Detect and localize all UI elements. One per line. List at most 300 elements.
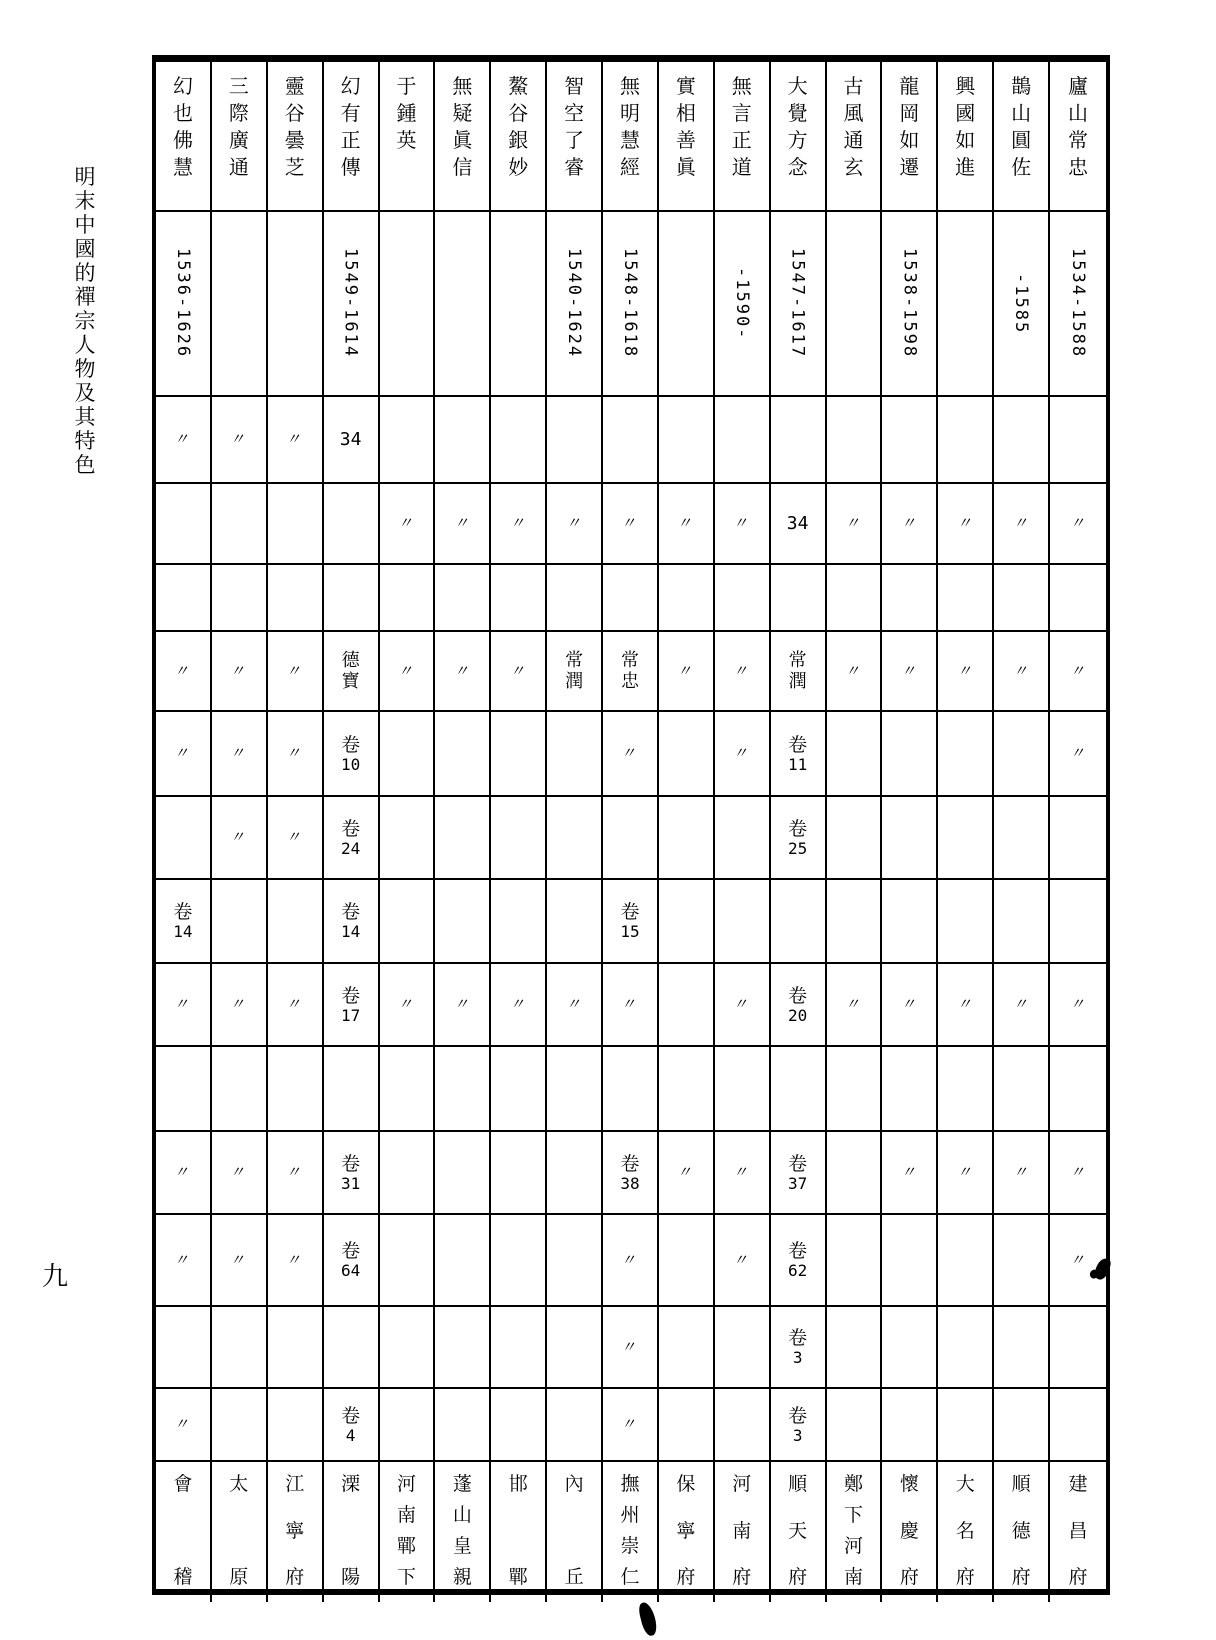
table-cell bbox=[156, 1047, 212, 1132]
header-char: 際 bbox=[228, 101, 249, 125]
kan-number: 64 bbox=[340, 1261, 361, 1280]
ditto-mark: 〃 bbox=[285, 744, 305, 762]
table-cell bbox=[212, 880, 268, 964]
header-char: 幻 bbox=[340, 74, 361, 98]
header-char: 常 bbox=[1068, 128, 1089, 152]
table-cell bbox=[435, 632, 491, 712]
table-cell bbox=[827, 880, 883, 964]
kan-number: 3 bbox=[792, 1348, 803, 1367]
table-cell bbox=[715, 712, 771, 797]
header-cell bbox=[827, 62, 883, 212]
page-number: 九 bbox=[42, 1262, 69, 1292]
table-cell bbox=[491, 1215, 547, 1307]
table-cell bbox=[491, 1389, 547, 1462]
date-range: 1548-1618 bbox=[619, 248, 640, 359]
date-cell bbox=[1050, 212, 1106, 397]
table-cell bbox=[715, 397, 771, 484]
ditto-mark: 〃 bbox=[397, 514, 416, 532]
header-char: 無 bbox=[619, 74, 640, 98]
table-cell bbox=[156, 964, 212, 1047]
kan-number: 31 bbox=[340, 1173, 361, 1193]
table-cell bbox=[491, 1047, 547, 1132]
kan-number: 20 bbox=[788, 1005, 808, 1025]
table-cell bbox=[380, 1132, 436, 1215]
table-cell bbox=[156, 880, 212, 964]
table-cell bbox=[882, 712, 938, 797]
table-cell bbox=[827, 797, 883, 880]
table-cell bbox=[547, 484, 603, 565]
table-cell bbox=[771, 964, 827, 1047]
header-char: 通 bbox=[843, 128, 864, 152]
table-cell bbox=[547, 1307, 603, 1389]
table-cell bbox=[938, 712, 994, 797]
header-cell bbox=[435, 62, 491, 212]
date-cell bbox=[156, 212, 212, 397]
place-cell bbox=[1050, 1462, 1106, 1602]
header-char: 龍 bbox=[899, 74, 920, 98]
ditto-mark: 〃 bbox=[285, 430, 305, 448]
name-char: 潤 bbox=[788, 670, 807, 692]
header-cell bbox=[1050, 62, 1106, 212]
table-cell bbox=[380, 484, 436, 565]
table-cell bbox=[491, 565, 547, 632]
table-cell bbox=[324, 880, 380, 964]
kan-number: 4 bbox=[345, 1425, 356, 1445]
table-cell bbox=[715, 1215, 771, 1307]
table-cell bbox=[882, 964, 938, 1047]
table-cell bbox=[380, 712, 436, 797]
header-char: 谷 bbox=[284, 101, 305, 125]
ditto-mark: 〃 bbox=[508, 995, 528, 1013]
table-cell bbox=[156, 1215, 212, 1307]
ditto-mark: 〃 bbox=[620, 744, 640, 762]
place-cell bbox=[212, 1462, 268, 1602]
table-cell bbox=[882, 397, 938, 484]
biography-table bbox=[152, 55, 1110, 1595]
table-cell bbox=[1050, 1307, 1106, 1389]
table-cell bbox=[547, 1132, 603, 1215]
header-char: 慧 bbox=[172, 155, 193, 179]
table-cell bbox=[715, 1307, 771, 1389]
table-cell bbox=[882, 632, 938, 712]
header-char: 也 bbox=[172, 101, 193, 125]
table-cell bbox=[994, 632, 1050, 712]
date-cell bbox=[547, 212, 603, 397]
header-char: 佐 bbox=[1011, 155, 1032, 179]
table-cell bbox=[268, 397, 324, 484]
place-char: 鄲 bbox=[508, 1566, 528, 1588]
header-char: 傳 bbox=[340, 155, 361, 179]
header-char: 靈 bbox=[284, 74, 305, 98]
table-cell bbox=[603, 1047, 659, 1132]
kan-number: 14 bbox=[173, 922, 193, 941]
table-cell bbox=[659, 964, 715, 1047]
place-cell bbox=[380, 1462, 436, 1602]
place-char: 河 bbox=[732, 1473, 752, 1495]
table-cell bbox=[491, 397, 547, 484]
table-cell bbox=[1050, 880, 1106, 964]
table-cell bbox=[212, 712, 268, 797]
table-cell bbox=[659, 1215, 715, 1307]
place-char: 仁 bbox=[620, 1566, 640, 1588]
table-cell bbox=[938, 1215, 994, 1307]
table-cell bbox=[268, 1215, 324, 1307]
date-cell bbox=[268, 212, 324, 397]
header-char: 遷 bbox=[899, 155, 920, 179]
table-cell bbox=[938, 1307, 994, 1389]
place-char: 南 bbox=[732, 1519, 752, 1542]
table-cell bbox=[435, 797, 491, 880]
kan-label: 卷 bbox=[788, 1240, 808, 1262]
kan-number: 24 bbox=[340, 838, 361, 858]
place-char: 鄲 bbox=[396, 1535, 416, 1557]
table-cell bbox=[994, 565, 1050, 632]
table-cell bbox=[324, 632, 380, 712]
table-cell bbox=[212, 565, 268, 632]
table-cell bbox=[547, 880, 603, 964]
table-cell bbox=[994, 712, 1050, 797]
table-cell bbox=[603, 1132, 659, 1215]
ditto-mark: 〃 bbox=[564, 514, 584, 532]
table-cell bbox=[603, 712, 659, 797]
kan-label: 卷 bbox=[620, 1152, 640, 1175]
place-char: 會 bbox=[173, 1473, 193, 1495]
table-cell bbox=[547, 397, 603, 484]
ditto-mark: 〃 bbox=[620, 1415, 640, 1433]
ditto-mark: 〃 bbox=[285, 995, 305, 1013]
side-title-char: 明 bbox=[74, 165, 96, 189]
table-cell bbox=[435, 397, 491, 484]
ditto-mark: 〃 bbox=[508, 661, 528, 680]
side-title-char: 色 bbox=[74, 453, 96, 477]
ditto-mark: 〃 bbox=[173, 661, 193, 680]
ditto-mark: 〃 bbox=[285, 661, 305, 680]
header-char: 明 bbox=[619, 101, 640, 125]
table-cell bbox=[603, 880, 659, 964]
date-cell bbox=[827, 212, 883, 397]
table-cell bbox=[156, 1389, 212, 1462]
place-char: 丘 bbox=[564, 1566, 584, 1588]
table-cell bbox=[268, 880, 324, 964]
header-char: 眞 bbox=[452, 128, 473, 152]
side-title-char: 宗 bbox=[74, 309, 96, 333]
place-char: 順 bbox=[788, 1473, 808, 1495]
table-cell bbox=[1050, 797, 1106, 880]
table-cell bbox=[268, 797, 324, 880]
header-cell bbox=[882, 62, 938, 212]
header-char: 英 bbox=[396, 128, 417, 152]
table-cell bbox=[212, 964, 268, 1047]
table-cell bbox=[547, 797, 603, 880]
date-cell bbox=[994, 212, 1050, 397]
table-cell bbox=[324, 484, 380, 565]
table-cell bbox=[771, 565, 827, 632]
header-char: 廬 bbox=[1068, 74, 1089, 98]
place-char: 府 bbox=[899, 1566, 919, 1588]
table-cell bbox=[715, 880, 771, 964]
place-cell bbox=[324, 1462, 380, 1602]
table-cell bbox=[1050, 964, 1106, 1047]
place-char: 南 bbox=[844, 1566, 864, 1588]
table-cell bbox=[491, 964, 547, 1047]
table-cell bbox=[268, 1307, 324, 1389]
place-char: 皇 bbox=[452, 1535, 472, 1557]
kan-label: 卷 bbox=[788, 733, 808, 756]
table-cell bbox=[324, 565, 380, 632]
table-cell bbox=[771, 797, 827, 880]
table-cell bbox=[771, 1047, 827, 1132]
ditto-mark: 〃 bbox=[173, 1163, 193, 1181]
place-cell bbox=[659, 1462, 715, 1602]
table-cell bbox=[435, 1215, 491, 1307]
ditto-mark: 〃 bbox=[508, 514, 528, 532]
table-cell bbox=[491, 880, 547, 964]
place-char: 府 bbox=[1068, 1566, 1088, 1588]
ditto-mark: 〃 bbox=[844, 514, 864, 532]
ditto-mark: 〃 bbox=[955, 661, 975, 680]
table-cell bbox=[435, 712, 491, 797]
header-char: 慧 bbox=[619, 128, 640, 152]
header-char: 空 bbox=[564, 101, 585, 125]
place-cell bbox=[994, 1462, 1050, 1602]
header-char: 了 bbox=[564, 128, 585, 152]
place-cell bbox=[491, 1462, 547, 1602]
header-char: 信 bbox=[452, 155, 473, 179]
table-cell bbox=[156, 1307, 212, 1389]
place-cell bbox=[938, 1462, 994, 1602]
table-cell bbox=[938, 1047, 994, 1132]
header-char: 大 bbox=[787, 74, 808, 98]
table-cell bbox=[324, 712, 380, 797]
table-cell bbox=[268, 1132, 324, 1215]
date-cell bbox=[324, 212, 380, 397]
kan-number: 25 bbox=[788, 838, 808, 858]
table-cell bbox=[882, 1307, 938, 1389]
place-cell bbox=[827, 1462, 883, 1602]
ditto-mark: 〃 bbox=[173, 744, 193, 762]
name-char: 寶 bbox=[341, 670, 360, 692]
side-title-char: 的 bbox=[74, 261, 96, 285]
header-char: 通 bbox=[228, 155, 249, 179]
table-cell bbox=[435, 565, 491, 632]
kan-number: 10 bbox=[340, 754, 361, 774]
place-char: 崇 bbox=[620, 1535, 640, 1557]
header-char: 風 bbox=[843, 101, 864, 125]
header-char: 于 bbox=[396, 74, 417, 98]
table-cell bbox=[435, 1047, 491, 1132]
table-cell bbox=[547, 712, 603, 797]
ditto-mark: 〃 bbox=[285, 828, 305, 846]
table-cell bbox=[938, 632, 994, 712]
table-cell bbox=[994, 484, 1050, 565]
header-char: 鍾 bbox=[396, 101, 417, 125]
header-char: 廣 bbox=[228, 128, 249, 152]
date-range: -1585 bbox=[1011, 272, 1032, 335]
ditto-mark: 〃 bbox=[453, 514, 472, 532]
table-cell bbox=[827, 1132, 883, 1215]
table-cell bbox=[659, 397, 715, 484]
ditto-mark: 〃 bbox=[900, 1163, 919, 1181]
date-range: -1590- bbox=[731, 266, 752, 341]
date-cell bbox=[659, 212, 715, 397]
table-cell bbox=[1050, 632, 1106, 712]
ditto-mark: 〃 bbox=[229, 1163, 249, 1181]
table-cell bbox=[659, 797, 715, 880]
ditto-mark: 〃 bbox=[564, 995, 584, 1013]
header-char: 疑 bbox=[452, 101, 473, 125]
header-char: 如 bbox=[955, 128, 976, 152]
table-cell bbox=[603, 797, 659, 880]
kan-label: 卷 bbox=[341, 1240, 361, 1262]
place-char: 保 bbox=[676, 1473, 696, 1495]
place-char: 州 bbox=[620, 1504, 640, 1526]
kan-label: 卷 bbox=[788, 984, 808, 1007]
place-char: 鄭 bbox=[844, 1473, 864, 1495]
ditto-mark: 〃 bbox=[732, 661, 752, 680]
ditto-mark: 〃 bbox=[900, 514, 919, 532]
table-cell bbox=[1050, 1047, 1106, 1132]
kan-label: 卷 bbox=[788, 817, 808, 840]
table-cell bbox=[1050, 712, 1106, 797]
date-range: 1547-1617 bbox=[787, 248, 808, 359]
table-cell bbox=[938, 397, 994, 484]
header-char: 方 bbox=[787, 128, 808, 152]
table-cell bbox=[547, 565, 603, 632]
table-cell bbox=[324, 397, 380, 484]
header-char: 善 bbox=[675, 128, 696, 152]
place-char: 下 bbox=[396, 1566, 416, 1588]
header-char: 睿 bbox=[564, 155, 585, 179]
table-cell bbox=[435, 964, 491, 1047]
table-cell bbox=[156, 797, 212, 880]
header-cell bbox=[603, 62, 659, 212]
ditto-mark: 〃 bbox=[285, 1250, 305, 1269]
table-cell bbox=[994, 1132, 1050, 1215]
ditto-mark: 〃 bbox=[1068, 995, 1088, 1013]
table-cell bbox=[882, 880, 938, 964]
header-char: 岡 bbox=[899, 101, 920, 125]
table-cell bbox=[827, 1215, 883, 1307]
place-char: 建 bbox=[1068, 1473, 1088, 1495]
side-title-char: 末 bbox=[74, 189, 96, 213]
table-cell bbox=[882, 484, 938, 565]
table-cell bbox=[212, 397, 268, 484]
kan-label: 卷 bbox=[788, 1152, 808, 1175]
table-cell bbox=[491, 1307, 547, 1389]
kan-number: 11 bbox=[788, 754, 808, 774]
table-cell bbox=[603, 1215, 659, 1307]
date-cell bbox=[715, 212, 771, 397]
table-cell bbox=[380, 797, 436, 880]
table-cell bbox=[212, 484, 268, 565]
header-char: 正 bbox=[731, 128, 752, 152]
table-cell bbox=[1050, 565, 1106, 632]
table-cell bbox=[212, 1132, 268, 1215]
header-cell bbox=[380, 62, 436, 212]
kan-label: 卷 bbox=[341, 733, 361, 756]
header-char: 相 bbox=[675, 101, 696, 125]
place-cell bbox=[435, 1462, 491, 1602]
kan-number: 62 bbox=[788, 1261, 808, 1280]
table-cell bbox=[435, 484, 491, 565]
ditto-mark: 〃 bbox=[732, 744, 752, 762]
kan-label: 卷 bbox=[620, 901, 640, 923]
date-range: 1536-1626 bbox=[172, 248, 193, 359]
place-cell bbox=[715, 1462, 771, 1602]
ditto-mark: 〃 bbox=[844, 661, 864, 680]
table-cell bbox=[435, 880, 491, 964]
ditto-mark: 〃 bbox=[620, 995, 640, 1013]
kan-label: 卷 bbox=[341, 984, 361, 1007]
table-cell bbox=[603, 397, 659, 484]
table-cell bbox=[827, 632, 883, 712]
ditto-mark: 〃 bbox=[173, 1415, 193, 1433]
header-char: 有 bbox=[340, 101, 361, 125]
table-cell bbox=[938, 1132, 994, 1215]
place-char: 江 bbox=[285, 1473, 305, 1495]
place-char: 太 bbox=[229, 1473, 249, 1495]
ditto-mark: 〃 bbox=[1011, 661, 1031, 680]
place-char: 河 bbox=[396, 1473, 416, 1495]
table-cell bbox=[659, 1132, 715, 1215]
header-char: 無 bbox=[731, 74, 752, 98]
table-cell bbox=[156, 397, 212, 484]
place-cell bbox=[268, 1462, 324, 1602]
ditto-mark: 〃 bbox=[732, 1163, 752, 1181]
ditto-mark: 〃 bbox=[229, 661, 249, 680]
table-cell bbox=[324, 1307, 380, 1389]
ditto-mark: 〃 bbox=[676, 661, 696, 680]
header-cell bbox=[491, 62, 547, 212]
ditto-mark: 〃 bbox=[229, 828, 249, 846]
kan-number: 37 bbox=[788, 1173, 808, 1193]
ditto-mark: 〃 bbox=[955, 1163, 975, 1181]
date-cell bbox=[380, 212, 436, 397]
table-cell bbox=[380, 1047, 436, 1132]
table-cell bbox=[324, 797, 380, 880]
table-cell bbox=[156, 1132, 212, 1215]
table-cell bbox=[268, 964, 324, 1047]
side-title-char: 禪 bbox=[74, 285, 96, 309]
ditto-mark: 〃 bbox=[1068, 514, 1088, 532]
table-cell bbox=[435, 1132, 491, 1215]
ditto-mark: 〃 bbox=[1068, 1250, 1088, 1269]
header-char: 道 bbox=[731, 155, 752, 179]
date-range: 1540-1624 bbox=[564, 248, 585, 359]
ditto-mark: 〃 bbox=[732, 995, 752, 1013]
place-char: 名 bbox=[955, 1519, 975, 1542]
date-cell bbox=[212, 212, 268, 397]
place-char: 陽 bbox=[341, 1566, 361, 1588]
table-cell bbox=[827, 397, 883, 484]
place-cell bbox=[547, 1462, 603, 1602]
kan-label: 卷 bbox=[341, 817, 361, 840]
table-cell bbox=[715, 1047, 771, 1132]
header-char: 言 bbox=[731, 101, 752, 125]
table-cell bbox=[1050, 397, 1106, 484]
header-cell bbox=[771, 62, 827, 212]
header-char: 忠 bbox=[1068, 155, 1089, 179]
table-cell bbox=[380, 632, 436, 712]
table-cell bbox=[547, 632, 603, 712]
table-cell bbox=[827, 484, 883, 565]
table-cell bbox=[1050, 484, 1106, 565]
table-cell bbox=[882, 1389, 938, 1462]
ditto-mark: 〃 bbox=[732, 514, 752, 532]
name-char: 常 bbox=[788, 649, 807, 671]
table-cell bbox=[827, 1389, 883, 1462]
side-title-char: 人 bbox=[74, 333, 96, 357]
